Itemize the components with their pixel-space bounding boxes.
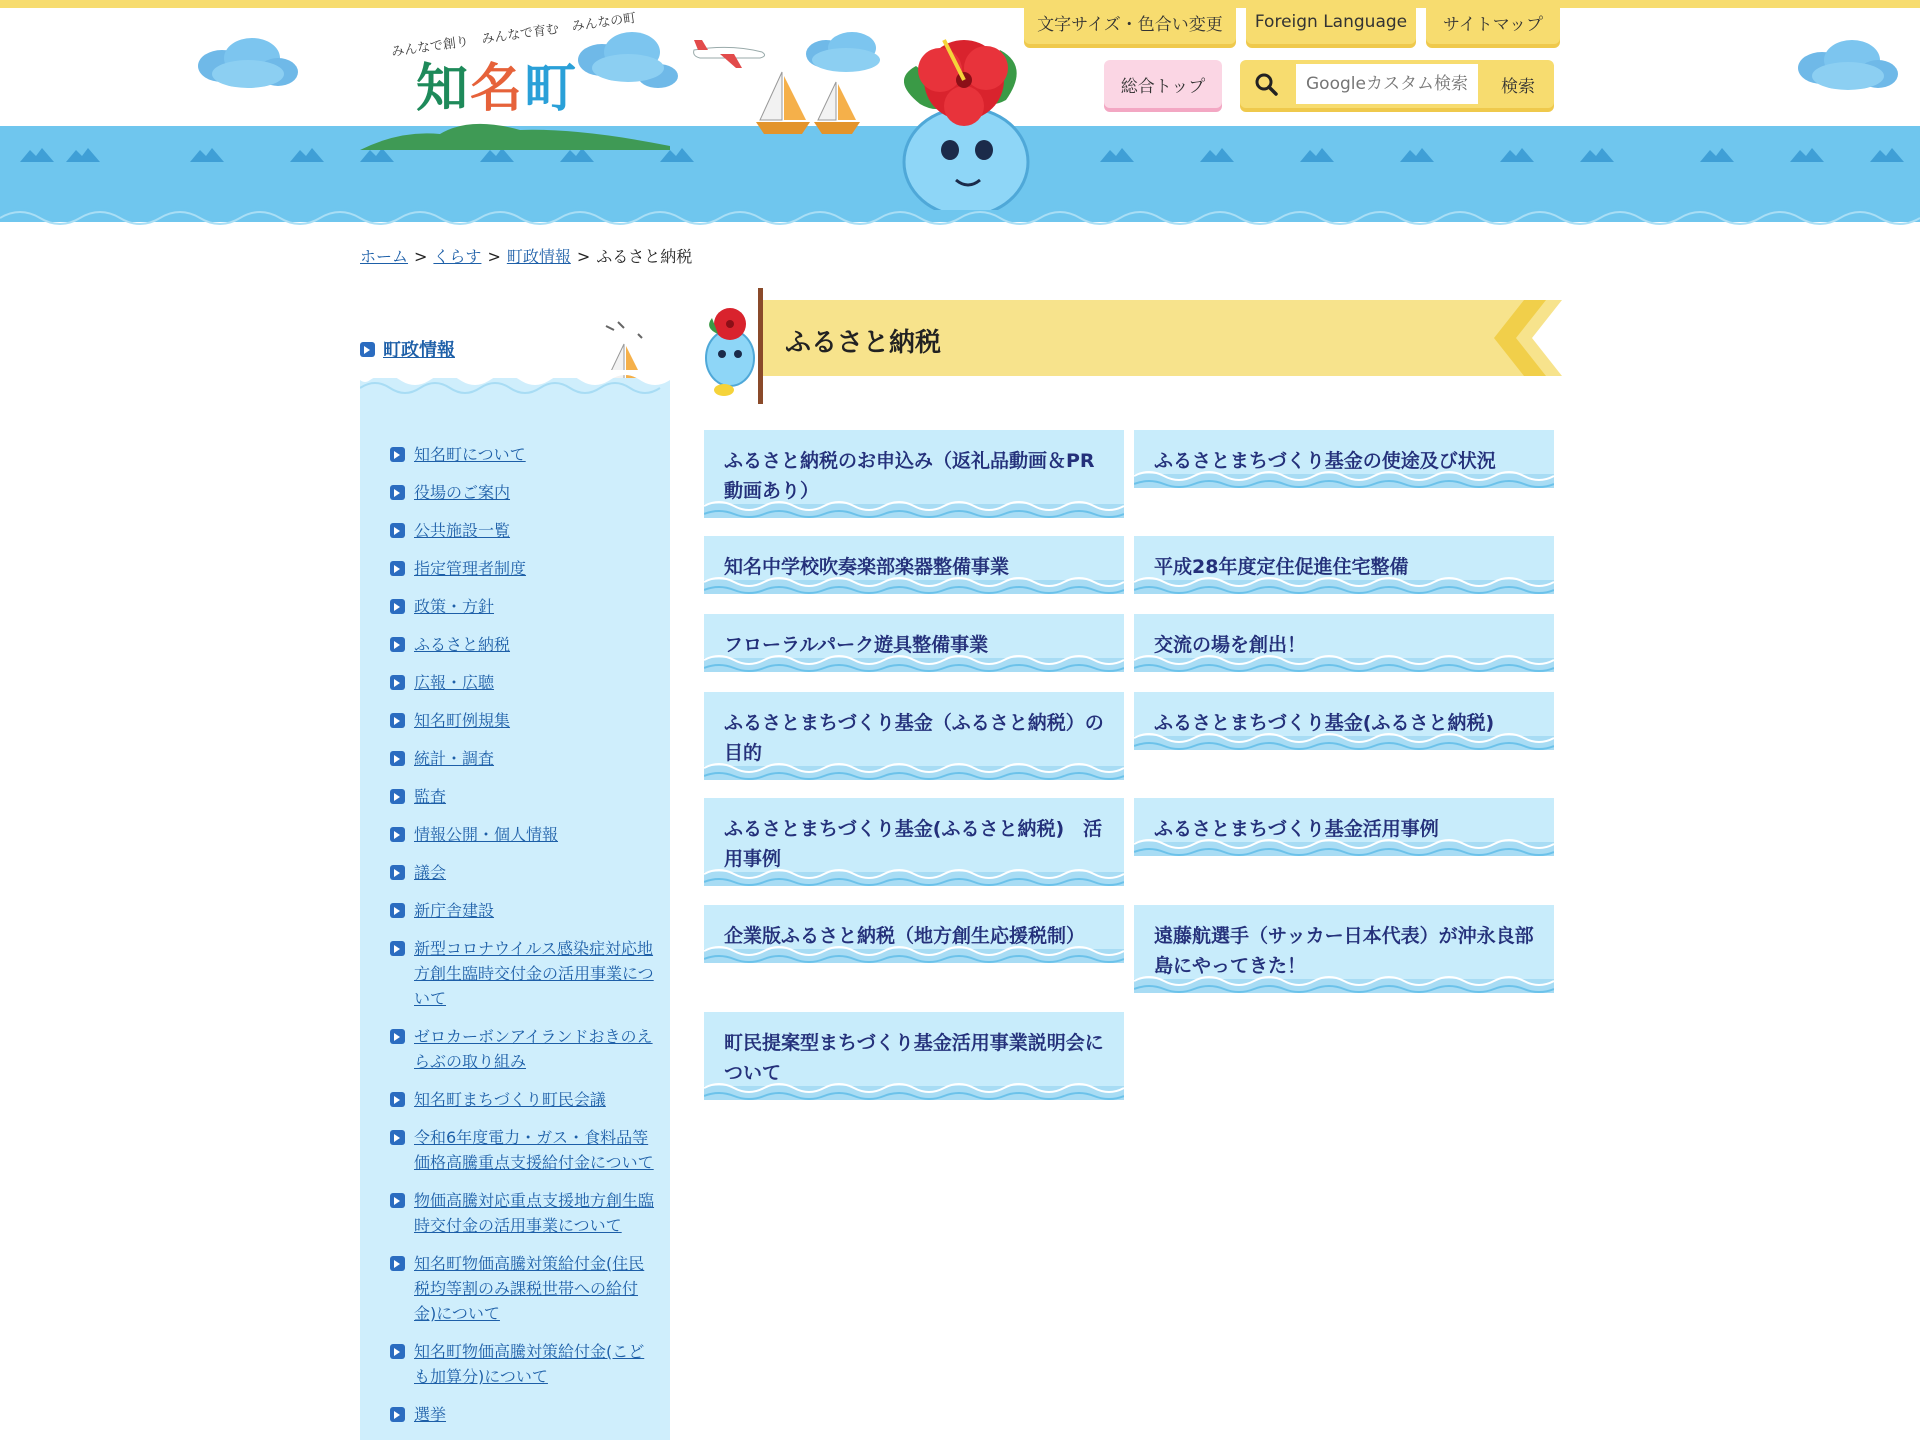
search-button[interactable]: 検索 — [1501, 76, 1535, 97]
sidebar-item[interactable] — [390, 632, 655, 657]
mascot-with-flag-illustration — [700, 288, 770, 404]
link-card[interactable] — [1134, 798, 1554, 856]
breadcrumb-separator: > — [487, 247, 501, 266]
sidebar-title: 町政情報 — [383, 340, 455, 361]
arrow-bullet-icon — [390, 941, 405, 956]
sidebar-item[interactable] — [390, 936, 655, 1011]
sidebar-item-label: 政策・方針 — [414, 597, 495, 616]
arrow-bullet-icon — [390, 1130, 405, 1145]
sidebar-item-label: 知名町まちづくり町民会議 — [414, 1090, 606, 1109]
link-card[interactable] — [1134, 905, 1554, 993]
link-card[interactable] — [704, 536, 1124, 594]
link-card-label: ふるさとまちづくり基金(ふるさと納税) — [1154, 712, 1495, 734]
arrow-bullet-icon — [390, 1256, 405, 1271]
breadcrumb-current: ふるさと納税 — [596, 247, 693, 266]
link-card[interactable] — [704, 430, 1124, 518]
arrow-bullet-icon — [390, 1344, 405, 1359]
link-card[interactable] — [1134, 536, 1554, 594]
arrow-bullet-icon — [390, 713, 405, 728]
sidebar-item-label: ふるさと納税 — [414, 635, 511, 654]
sidebar-item-label: 知名町例規集 — [414, 711, 511, 730]
breadcrumb-separator: > — [576, 247, 591, 266]
link-card-label: 町民提案型まちづくり基金活用事業説明会について — [724, 1032, 1104, 1084]
sidebar-item[interactable] — [390, 442, 655, 467]
sidebar-item[interactable] — [390, 898, 655, 923]
sailboat-illustration — [752, 64, 872, 144]
sidebar-item-label: 役場のご案内 — [414, 483, 511, 502]
arrow-bullet-icon — [390, 447, 405, 462]
top-stripe — [0, 0, 1920, 8]
arrow-bullet-icon — [390, 599, 405, 614]
sidebar-title-link[interactable] — [360, 336, 455, 362]
link-card[interactable] — [704, 692, 1124, 780]
sidebar-item-label: 統計・調査 — [414, 749, 495, 768]
card-wave-decoration — [704, 758, 1124, 780]
sidebar-wave-edge — [360, 370, 670, 400]
sidebar-item[interactable] — [390, 822, 655, 847]
logo-char-3: 町 — [524, 59, 579, 119]
sidebar-item-label: 物価高騰対応重点支援地方創生臨時交付金の活用事業について — [414, 1191, 655, 1235]
sidebar-item[interactable] — [390, 746, 655, 771]
card-wave-decoration — [704, 941, 1124, 963]
card-wave-decoration — [704, 496, 1124, 518]
arrow-bullet-icon — [390, 523, 405, 538]
sidebar-item-label: 新庁舎建設 — [414, 901, 495, 920]
search-bar — [1240, 60, 1554, 108]
card-wave-decoration — [1134, 971, 1554, 993]
link-card[interactable] — [1134, 692, 1554, 750]
site-logo[interactable] — [360, 10, 670, 130]
sidebar-item-label: 知名町について — [414, 445, 526, 464]
link-card-label: 遠藤航選手（サッカー日本代表）が沖永良部島にやってきた！ — [1154, 925, 1534, 977]
arrow-bullet-icon — [390, 865, 405, 880]
card-wave-decoration — [704, 1078, 1124, 1100]
link-card-label: ふるさとまちづくり基金（ふるさと納税）の目的 — [724, 712, 1104, 764]
sidebar-item-label: 議会 — [414, 863, 447, 882]
sidebar-item-label: 広報・広聴 — [414, 673, 495, 692]
breadcrumb-separator: > — [414, 247, 428, 266]
sidebar-menu — [390, 442, 655, 1440]
breadcrumb — [360, 244, 692, 267]
foreign-language-button[interactable]: Foreign Language — [1246, 0, 1416, 44]
breadcrumb-chosei-link[interactable]: 町政情報 — [506, 247, 571, 266]
search-icon — [1254, 72, 1278, 96]
arrow-bullet-icon — [390, 1029, 405, 1044]
sidebar-item-label: 指定管理者制度 — [414, 559, 527, 578]
sidebar-item-label: 監査 — [414, 787, 447, 806]
link-card[interactable] — [704, 1012, 1124, 1100]
mascot-illustration — [880, 20, 1040, 210]
sidebar-item[interactable] — [390, 1087, 655, 1112]
link-card-label: ふるさとまちづくり基金の使途及び状況 — [1154, 450, 1496, 472]
text-size-color-button[interactable]: 文字サイズ・色合い変更 — [1024, 0, 1236, 44]
arrow-bullet-icon — [390, 827, 405, 842]
card-wave-decoration — [1134, 466, 1554, 488]
link-card-label: 平成28年度定住促進住宅整備 — [1154, 556, 1409, 578]
link-card-label: ふるさとまちづくり基金(ふるさと納税) 活用事例 — [724, 818, 1103, 870]
sidebar-item-label: 選挙 — [414, 1405, 447, 1424]
sidebar-item[interactable] — [390, 670, 655, 695]
sidebar-item-label: 新型コロナウイルス感染症対応地方創生臨時交付金の活用事業について — [414, 939, 654, 1008]
link-card-label: ふるさとまちづくり基金活用事例 — [1154, 818, 1439, 840]
sitemap-button[interactable]: サイトマップ — [1426, 0, 1560, 44]
card-wave-decoration — [704, 572, 1124, 594]
arrow-bullet-icon — [390, 561, 405, 576]
logo-char-2: 名 — [470, 59, 525, 119]
logo-title — [416, 46, 578, 121]
sidebar-item-label: ゼロカーボンアイランドおきのえらぶの取り組み — [414, 1027, 653, 1071]
card-wave-decoration — [1134, 728, 1554, 750]
card-wave-decoration — [704, 650, 1124, 672]
arrow-bullet-icon — [390, 637, 405, 652]
arrow-bullet-icon — [390, 903, 405, 918]
sidebar-item-label: 令和6年度電力・ガス・食料品等価格高騰重点支援給付金について — [414, 1128, 654, 1172]
sidebar-item[interactable] — [390, 594, 655, 619]
logo-char-1: 知 — [416, 59, 471, 119]
sidebar-item[interactable] — [390, 1024, 655, 1074]
sidebar-item[interactable] — [390, 1125, 655, 1175]
portal-top-button[interactable]: 総合トップ — [1104, 60, 1222, 108]
sidebar-panel — [360, 378, 670, 1440]
arrow-bullet-icon — [390, 751, 405, 766]
breadcrumb-home-link[interactable]: ホーム — [360, 247, 409, 266]
link-card-label: 交流の場を創出！ — [1154, 634, 1307, 656]
search-input[interactable] — [1296, 64, 1478, 104]
cloud-illustration — [192, 36, 302, 94]
arrow-bullet-icon — [390, 1092, 405, 1107]
page-title-banner — [700, 288, 1560, 408]
cloud-illustration — [1792, 38, 1902, 96]
sidebar-item[interactable] — [390, 1251, 655, 1326]
sidebar-item-label: 知名町物価高騰対策給付金(こども加算分)について — [414, 1342, 645, 1386]
sidebar-item-label: 情報公開・個人情報 — [414, 825, 559, 844]
arrow-bullet-icon — [360, 342, 375, 357]
arrow-bullet-icon — [390, 485, 405, 500]
sidebar-item[interactable] — [390, 784, 655, 809]
link-card[interactable] — [704, 905, 1124, 963]
sidebar-item[interactable] — [390, 1339, 655, 1389]
sidebar-item[interactable] — [390, 480, 655, 505]
page-title: ふるさと納税 — [785, 328, 942, 358]
breadcrumb-kurasu-link[interactable]: くらす — [433, 247, 482, 266]
link-card-label: 知名中学校吹奏楽部楽器整備事業 — [724, 556, 1010, 578]
link-card-label: 企業版ふるさと納税（地方創生応援税制） — [724, 925, 1086, 947]
link-card[interactable] — [704, 614, 1124, 672]
link-card[interactable] — [1134, 430, 1554, 488]
sidebar-item[interactable] — [390, 860, 655, 885]
sidebar-item[interactable] — [390, 518, 655, 543]
card-wave-decoration — [1134, 650, 1554, 672]
sidebar-item[interactable] — [390, 1188, 655, 1238]
link-card-label: ふるさと納税のお申込み（返礼品動画＆PR動画あり） — [724, 450, 1095, 502]
link-card[interactable] — [704, 798, 1124, 886]
card-wave-decoration — [704, 864, 1124, 886]
logo-tagline: みんなで創り みんなで育む みんなの町 — [390, 10, 638, 61]
sidebar-item[interactable] — [390, 708, 655, 733]
arrow-bullet-icon — [390, 789, 405, 804]
arrow-bullet-icon — [390, 1193, 405, 1208]
link-card[interactable] — [1134, 614, 1554, 672]
arrow-bullet-icon — [390, 1407, 405, 1422]
sidebar-item-label: 公共施設一覧 — [414, 521, 511, 540]
sidebar-item[interactable] — [390, 1402, 655, 1427]
link-card-label: フローラルパーク遊具整備事業 — [724, 634, 989, 656]
sidebar-item[interactable] — [390, 556, 655, 581]
card-wave-decoration — [1134, 572, 1554, 594]
sidebar-item-label: 知名町物価高騰対策給付金(住民税均等割のみ課税世帯への給付金)について — [414, 1254, 645, 1323]
card-wave-decoration — [1134, 834, 1554, 856]
arrow-bullet-icon — [390, 675, 405, 690]
